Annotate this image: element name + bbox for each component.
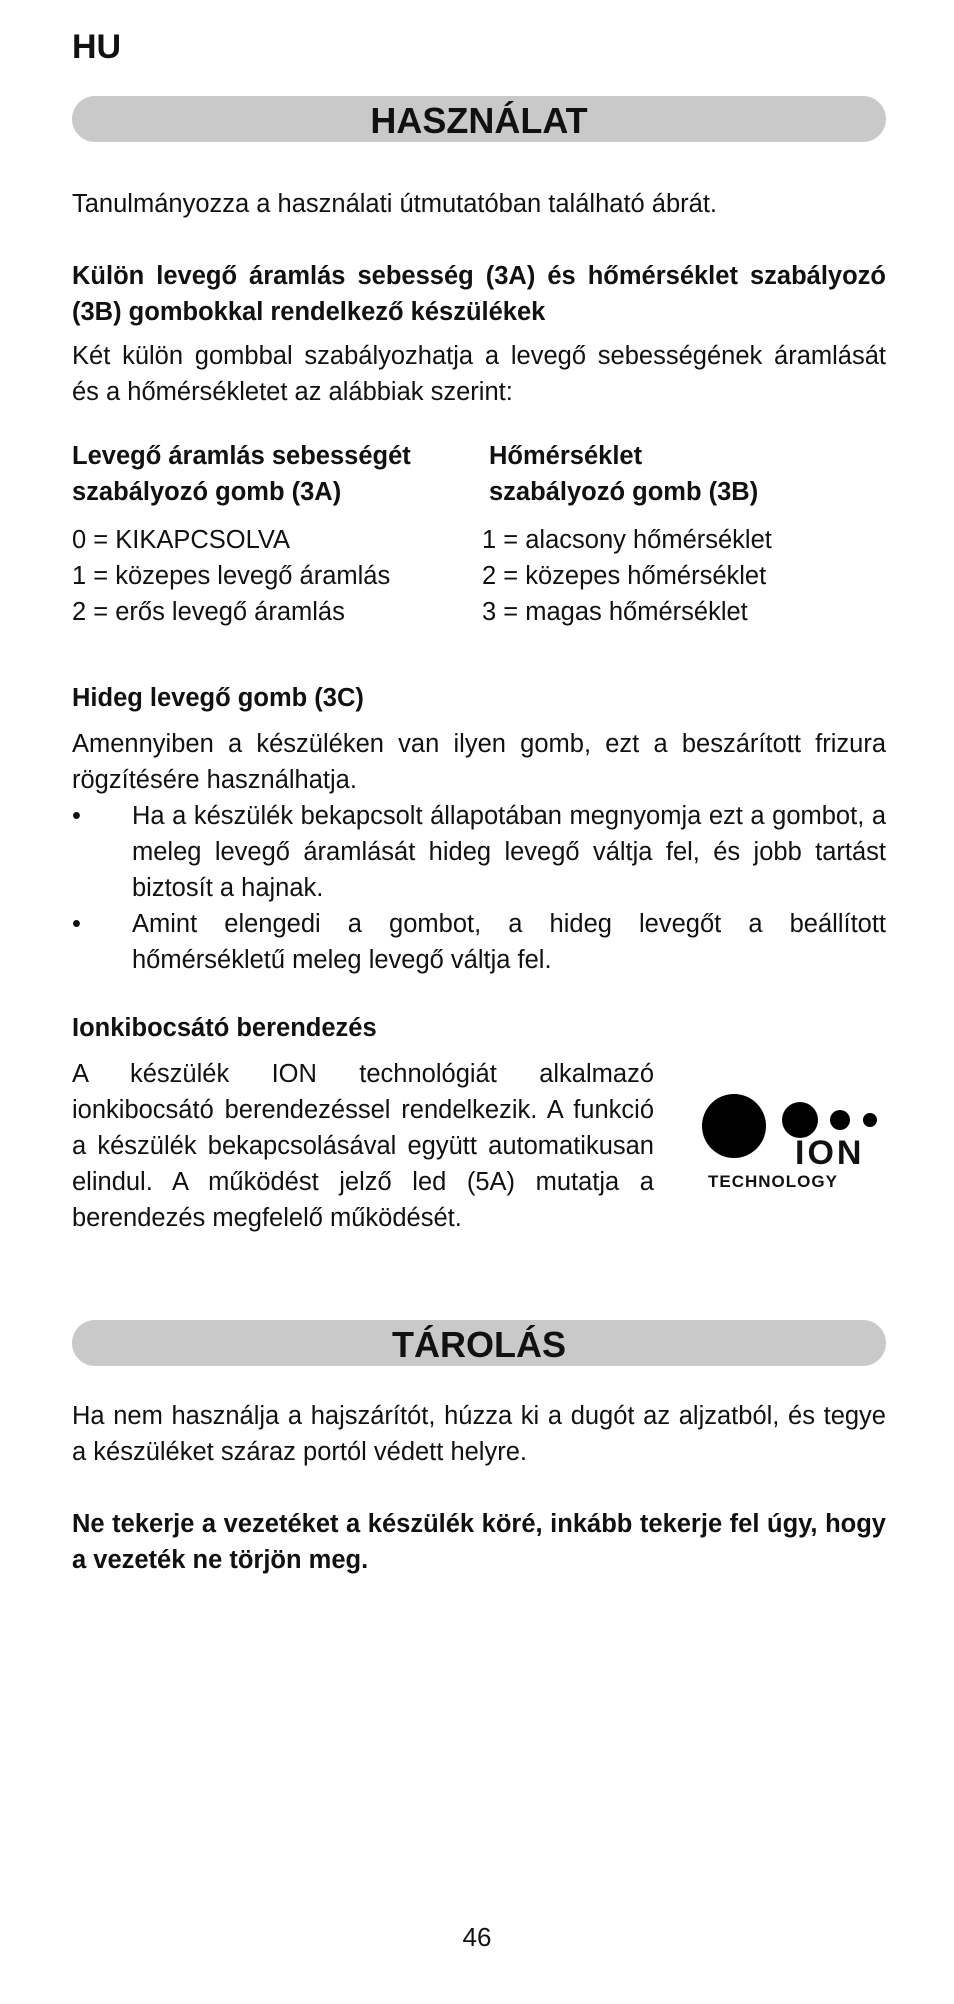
usage-intro: Tanulmányozza a használati útmutatóban található ábrát. <box>72 190 717 218</box>
cold-desc: Amennyiben a készüléken van ilyen gomb, ezt a beszárított frizura rögzítésére használhatja. <box>72 730 886 794</box>
col-a-head-line1: Levegő áramlás sebességét <box>72 442 411 470</box>
cold-head: Hideg levegő gomb (3C) <box>72 684 364 712</box>
page-number: 46 <box>462 1922 492 1952</box>
col-b-head-line1: Hőmérséklet <box>489 442 643 470</box>
list-item: 3 = magas hőmérséklet <box>482 598 748 626</box>
section-title-usage: HASZNÁLAT <box>370 100 588 141</box>
usage-subhead: Külön levegő áramlás sebesség (3A) és hőmérséklet szabályozó (3B) gombokkal rendelkező készülékek <box>72 262 886 326</box>
col-a-list <box>72 522 390 630</box>
ion-technology-logo <box>700 1092 890 1192</box>
section-band-usage <box>72 96 886 142</box>
col-b-head <box>489 438 758 510</box>
ion-desc: A készülék ION technológiát alkalmazó ionkibocsátó berendezéssel rendelkezik. A funkció a készülék bekapcsolásával együtt automatikusan elindul. A működést jelző led (5A) mutatja a berendezés megfelelő működését. <box>72 1060 654 1232</box>
list-item: 2 = erős levegő áramlás <box>72 598 345 626</box>
storage-warning: Ne tekerje a vezetéket a készülék köré, inkább tekerje fel úgy, hogy a vezeték ne törjön meg. <box>72 1510 886 1574</box>
language-code: HU <box>72 28 122 66</box>
ion-logo-subword: TECHNOLOGY <box>708 1172 838 1191</box>
list-item: 1 = alacsony hőmérséklet <box>482 526 772 554</box>
list-item: 1 = közepes levegő áramlás <box>72 562 391 590</box>
bullet-text: Ha a készülék bekapcsolt állapotában megnyomja ezt a gombot, a meleg levegő áramlását hideg levegő váltja fel, és jobb tartást biztosít a hajnak. <box>132 802 886 902</box>
bullet-icon: • <box>72 802 81 830</box>
list-item: 2 = közepes hőmérséklet <box>482 562 767 590</box>
section-band-storage <box>72 1320 886 1366</box>
section-title-storage: TÁROLÁS <box>392 1324 566 1365</box>
ion-logo-word: ION <box>795 1134 865 1172</box>
list-item: 0 = KIKAPCSOLVA <box>72 526 291 554</box>
col-b-head-line2: szabályozó gomb (3B) <box>489 478 759 506</box>
usage-desc: Két külön gombbal szabályozhatja a levegő sebességének áramlását és a hőmérsékletet az alábbiak szerint: <box>72 342 886 406</box>
ion-head: Ionkibocsátó berendezés <box>72 1014 377 1042</box>
bullet-icon: • <box>72 910 81 938</box>
bullet-text: Amint elengedi a gombot, a hideg levegőt a beállított hőmérsékletű meleg levegő váltja fel. <box>132 910 886 974</box>
col-a-head-line2: szabályozó gomb (3A) <box>72 478 342 506</box>
storage-desc: Ha nem használja a hajszárítót, húzza ki a dugót az aljzatból, és tegye a készüléket száraz portól védett helyre. <box>72 1402 886 1466</box>
col-a-head <box>72 438 411 510</box>
col-b-list <box>482 522 772 630</box>
